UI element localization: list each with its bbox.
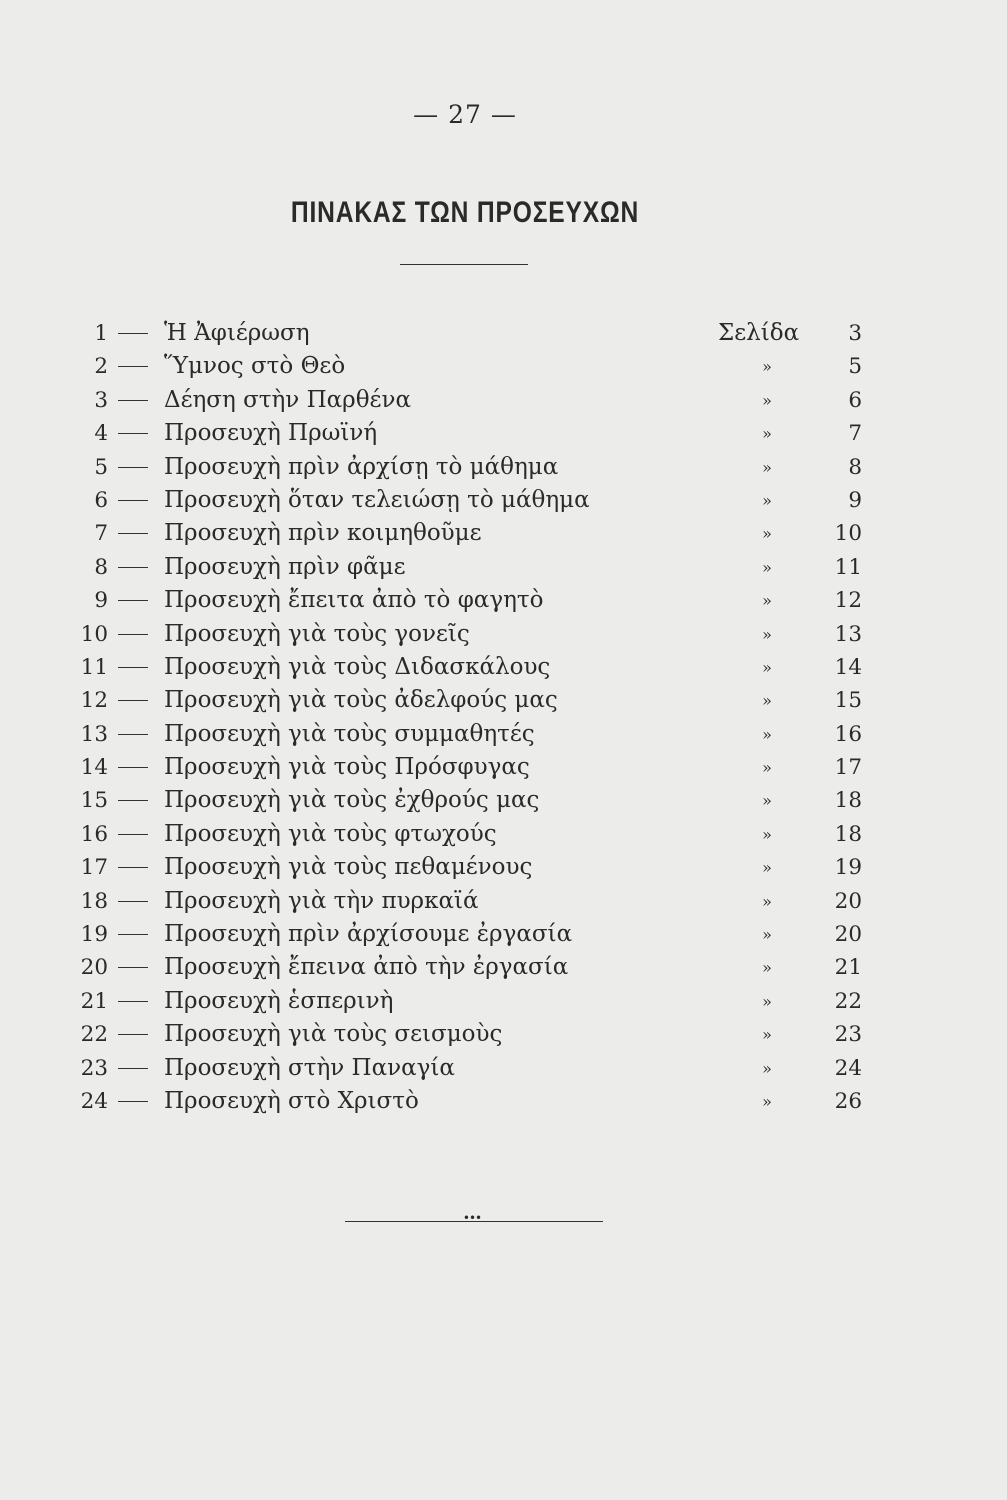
page-label: Σελίδα [718,320,800,346]
entry-number: 10 [80,621,108,647]
ditto-mark: » [762,457,772,477]
toc-entry [0,985,1007,1018]
entry-number: 11 [80,654,108,680]
ditto-mark: » [762,958,772,978]
ditto-mark: » [762,557,772,577]
title-divider [400,264,528,265]
entry-number: 6 [94,487,108,513]
entry-title: Προσευχὴ γιὰ τοὺς ἀδελφούς μας [164,687,558,714]
entry-dash [118,567,148,568]
ditto-mark: » [762,758,772,778]
toc-entry [0,818,1007,851]
toc-entry [0,918,1007,951]
entry-page-number: 26 [834,1088,862,1114]
entry-page-number: 14 [834,654,862,680]
entry-page-number: 20 [834,922,862,948]
entry-dash [118,967,148,968]
entry-title: Προσευχὴ γιὰ τὴν πυρκαϊά [164,887,479,914]
entry-title: Ὕμνος στὸ Θεὸ [164,353,346,380]
entry-dash [118,1101,148,1102]
entry-dash [118,433,148,434]
entry-title: Προσευχὴ πρὶν ἀρχίσῃ τὸ μάθημα [164,453,559,480]
entry-page-number: 12 [834,588,862,614]
entry-number: 3 [94,387,108,413]
entry-page-number: 9 [848,487,862,513]
entry-number: 1 [94,321,108,346]
divider-ornament: ••• [462,1211,482,1225]
entry-dash [118,600,148,601]
entry-number: 5 [94,454,108,480]
entry-dash [118,1034,148,1035]
entry-page-number: 18 [834,821,862,847]
entry-title: Προσευχὴ γιὰ τοὺς φτωχούς [164,820,497,847]
entry-number: 18 [80,888,108,914]
entry-page-number: 20 [834,888,862,914]
entry-title: Δέηση στὴν Παρθένα [164,386,411,413]
entry-page-number: 3 [848,321,862,346]
entry-title: Προσευχὴ γιὰ τοὺς Πρόσφυγας [164,754,530,781]
entry-page-number: 5 [848,354,862,380]
toc-entry [0,451,1007,484]
entry-number: 17 [80,855,108,881]
toc-entry [0,584,1007,617]
entry-title: Προσευχὴ ἔπειτα ἀπὸ τὸ φαγητὸ [164,587,544,614]
entry-dash [118,500,148,501]
entry-number: 19 [80,922,108,948]
ditto-mark: » [762,1091,772,1111]
ditto-mark: » [762,657,772,677]
entry-page-number: 23 [834,1022,862,1048]
entry-dash [118,1001,148,1002]
toc-entry [0,1085,1007,1118]
entry-dash [118,533,148,534]
entry-dash [118,767,148,768]
ditto-mark: » [762,691,772,711]
toc-entry [0,317,1007,350]
entry-title: Προσευχὴ ἑσπερινὴ [164,987,394,1014]
ditto-mark: » [762,591,772,611]
entry-dash [118,400,148,401]
ditto-mark: » [762,925,772,945]
entry-dash [118,734,148,735]
entry-title: Προσευχὴ γιὰ τοὺς Διδασκάλους [164,653,551,680]
entry-number: 15 [80,788,108,814]
ditto-mark: » [762,424,772,444]
entry-title: Ἡ Ἀφιέρωση [164,320,310,346]
toc-entry [0,784,1007,817]
toc-entry [0,618,1007,651]
entry-number: 14 [80,755,108,781]
entry-title: Προσευχὴ γιὰ τοὺς ἐχθρούς μας [164,787,540,814]
entry-dash [118,1068,148,1069]
entry-page-number: 15 [834,688,862,714]
entry-title: Προσευχὴ στὴν Παναγία [164,1054,455,1081]
ditto-mark: » [762,724,772,744]
page-title: ΠΙΝΑΚΑΣ ΤΩΝ ΠΡΟΣΕΥΧΩΝ [290,196,640,229]
entry-page-number: 21 [834,955,862,981]
entry-title: Προσευχὴ γιὰ τοὺς σεισμοὺς [164,1021,503,1048]
entry-number: 24 [80,1088,108,1114]
entry-number: 12 [80,688,108,714]
entry-number: 16 [80,821,108,847]
entry-dash [118,467,148,468]
ditto-mark: » [762,524,772,544]
toc-entry [0,718,1007,751]
toc-entry [0,851,1007,884]
entry-number: 7 [94,521,108,547]
entry-dash [118,901,148,902]
entry-dash [118,634,148,635]
ditto-mark: » [762,1025,772,1045]
entry-page-number: 10 [834,521,862,547]
ditto-mark: » [762,624,772,644]
entry-page-number: 13 [834,621,862,647]
entry-dash [118,700,148,701]
entry-title: Προσευχὴ γιὰ τοὺς γονεῖς [164,620,470,647]
entry-number: 13 [80,721,108,747]
entry-number: 21 [80,988,108,1014]
entry-number: 22 [80,1022,108,1048]
entry-title: Προσευχὴ πρὶν φᾶμε [164,553,406,580]
toc-entry [0,484,1007,517]
ditto-mark: » [762,824,772,844]
entry-number: 4 [94,421,108,447]
toc-entry [0,751,1007,784]
entry-dash [118,867,148,868]
ditto-mark: » [762,490,772,510]
ditto-mark: » [762,858,772,878]
entry-number: 23 [80,1055,108,1081]
table-of-contents [0,317,1007,1118]
entry-dash [118,667,148,668]
entry-page-number: 6 [848,387,862,413]
toc-entry [0,350,1007,383]
entry-page-number: 17 [834,755,862,781]
entry-page-number: 16 [834,721,862,747]
ditto-mark: » [762,357,772,377]
entry-title: Προσευχὴ γιὰ τοὺς πεθαμένους [164,854,533,881]
toc-entry [0,885,1007,918]
entry-page-number: 19 [834,855,862,881]
toc-entry [0,951,1007,984]
page-number: — 27 — [413,100,517,129]
entry-page-number: 18 [834,788,862,814]
entry-title: Προσευχὴ ἔπεινα ἀπὸ τὴν ἐργασία [164,954,569,981]
entry-dash [118,333,148,334]
entry-title: Προσευχὴ στὸ Χριστὸ [164,1087,419,1114]
ditto-mark: » [762,1058,772,1078]
entry-number: 9 [94,588,108,614]
ditto-mark: » [762,791,772,811]
entry-dash [118,834,148,835]
entry-number: 20 [80,955,108,981]
entry-title: Προσευχὴ Πρωϊνή [164,420,378,447]
toc-entry [0,684,1007,717]
toc-entry [0,384,1007,417]
entry-title: Προσευχὴ γιὰ τοὺς συμμαθητές [164,720,535,747]
ditto-mark: » [762,390,772,410]
entry-title: Προσευχὴ ὅταν τελειώσῃ τὸ μάθημα [164,486,590,513]
entry-dash [118,366,148,367]
entry-number: 8 [94,554,108,580]
entry-title: Προσευχὴ πρὶν ἀρχίσουμε ἐργασία [164,921,573,948]
toc-entry [0,417,1007,450]
toc-entry [0,1052,1007,1085]
entry-page-number: 22 [834,988,862,1014]
entry-page-number: 11 [834,554,862,580]
entry-dash [118,934,148,935]
toc-entry [0,651,1007,684]
entry-dash [118,800,148,801]
entry-title: Προσευχὴ πρὶν κοιμηθοῦμε [164,520,482,547]
ditto-mark: » [762,991,772,1011]
toc-entry [0,551,1007,584]
toc-entry [0,1018,1007,1051]
entry-page-number: 8 [848,454,862,480]
entry-number: 2 [94,354,108,380]
ditto-mark: » [762,891,772,911]
entry-page-number: 7 [848,421,862,447]
toc-entry [0,517,1007,550]
entry-page-number: 24 [834,1055,862,1081]
